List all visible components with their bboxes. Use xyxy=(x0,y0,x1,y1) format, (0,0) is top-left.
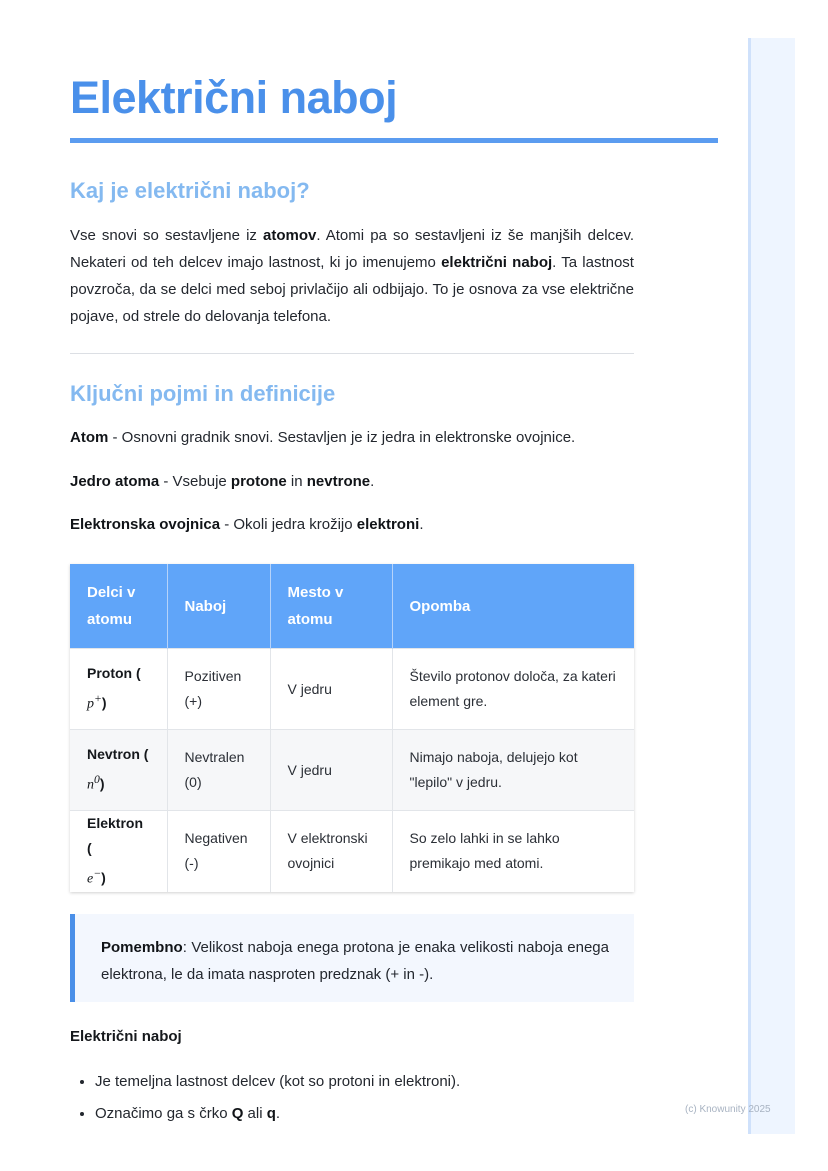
table-header-row xyxy=(70,564,634,649)
list-item: • Je temeljna lastnost delcev (kot so protoni in elektroni). xyxy=(95,1066,460,1098)
particles-table xyxy=(70,564,634,892)
cell-particle: Nevtron ( $n^0$) xyxy=(70,730,167,811)
cell-note: So zelo lahki in se lahko premikajo med atomi. xyxy=(392,811,634,892)
col-header-charge: Naboj xyxy=(167,564,270,649)
col-header-note: Opomba xyxy=(392,564,634,649)
definition-atom: Atom - Osnovni gradnik snovi. Sestavljen je iz jedra in elektronske ovojnice. xyxy=(70,429,576,446)
cell-place: V jedru xyxy=(270,730,392,811)
col-header-particle: Delci v atomu xyxy=(70,564,167,649)
cell-charge: Pozitiven (+) xyxy=(167,649,270,730)
section-heading-key-terms: Ključni pojmi in definicije xyxy=(70,381,336,406)
list-item: • Označimo ga s črko Q ali q. xyxy=(95,1098,460,1130)
subsection-heading: Električni naboj xyxy=(70,1028,182,1045)
cell-place: V elektronski ovojnici xyxy=(270,811,392,892)
table-row-neutron xyxy=(70,730,634,811)
section-heading-what-is-charge: Kaj je električni naboj? xyxy=(70,178,310,203)
charge-bullet-list xyxy=(70,1066,460,1130)
side-panel xyxy=(748,38,795,1134)
intro-paragraph: Vse snovi so sestavljene iz atomov. Atomi pa so sestavljeni iz še manjših delcev. Nekateri od teh delcev imajo lastnost, ki jo imenujemo električni naboj. Ta lastnost povzroča, da se delci med seboj privlačijo ali odbijajo. To je osnova za vse električne pojave, od strele do delovanja telefona. xyxy=(70,227,635,325)
divider xyxy=(70,353,634,354)
cell-charge: Nevtralen (0) xyxy=(167,730,270,811)
table-row-proton xyxy=(70,649,634,730)
footer-copyright: (c) Knowunity 2025 xyxy=(685,1104,771,1115)
important-callout: Pomembno: Velikost naboja enega protona je enaka velikosti naboja enega elektrona, le da imata nasproten predznak (+ in -). xyxy=(70,914,634,1002)
cell-particle: Elektron ( e−) xyxy=(70,811,167,892)
definition-electron-shell: Elektronska ovojnica - Okoli jedra krožijo elektroni. xyxy=(70,516,424,533)
cell-note: Nimajo naboja, delujejo kot "lepilo" v jedru. xyxy=(392,730,634,811)
cell-charge: Negativen (-) xyxy=(167,811,270,892)
title-underline xyxy=(70,138,718,143)
cell-note: Število protonov določa, za kateri element gre. xyxy=(392,649,634,730)
definition-nucleus: Jedro atoma - Vsebuje protone in nevtrone. xyxy=(70,473,375,490)
cell-particle: Proton ( p+) xyxy=(70,649,167,730)
page-title: Električni naboj xyxy=(70,72,398,123)
col-header-place: Mesto v atomu xyxy=(270,564,392,649)
cell-place: V jedru xyxy=(270,649,392,730)
table-row-electron xyxy=(70,811,634,892)
